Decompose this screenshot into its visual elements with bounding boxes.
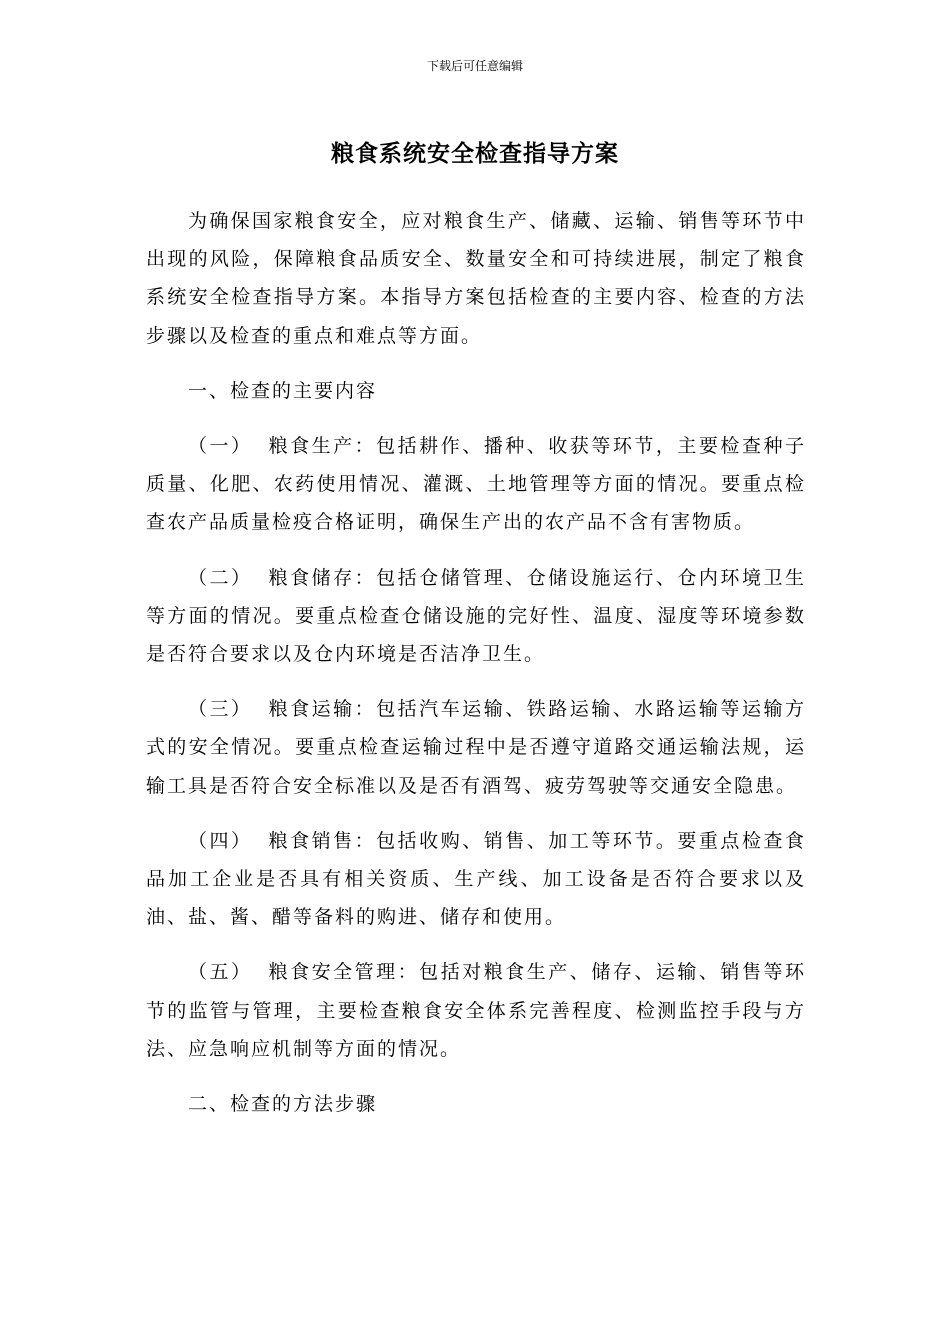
item-paragraph (146, 690, 806, 805)
item-paragraph (146, 427, 806, 542)
item-text: 粮食销售：包括收购、销售、加工等环节。要重点检查食品加工企业是否具有相关资质、生产线、加工设备是否符合要求以及油、盐、酱、醋等备料的购进、储存和使用。 (146, 829, 806, 929)
item-number: （四） (188, 829, 253, 852)
page-header-note: 下载后可任意编辑 (426, 59, 523, 73)
item-paragraph (146, 559, 806, 674)
section-heading-main-content: 一、检查的主要内容 (188, 379, 378, 402)
item-text: 粮食生产：包括耕作、播种、收获等环节，主要检查种子质量、化肥、农药使用情况、灌溉、土地管理等方面的情况。要重点检查农产品质量检疫合格证明，确保生产出的农产品不含有害物质。 (146, 435, 806, 534)
item-number: （五） (188, 961, 253, 984)
document-title: 粮食系统安全检查指导方案 (331, 141, 619, 167)
item-paragraph (146, 822, 806, 937)
item-number: （一） (188, 435, 253, 458)
document-body (146, 202, 806, 1140)
item-text: 粮食安全管理：包括对粮食生产、储存、运输、销售等环节的监管与管理，主要检查粮食安全体系完善程度、检测监控手段与方法、应急响应机制等方面的情况。 (146, 961, 806, 1060)
item-text: 粮食运输：包括汽车运输、铁路运输、水路运输等运输方式的安全情况。要重点检查运输过程中是否遵守道路交通运输法规，运输工具是否符合安全标准以及是否有酒驾、疲劳驾驶等交通安全隐患。 (146, 698, 806, 797)
item-number: （三） (188, 698, 253, 721)
section-heading-method-steps: 二、检查的方法步骤 (188, 1093, 378, 1116)
item-text: 粮食储存：包括仓储管理、仓储设施运行、仓内环境卫生等方面的情况。要重点检查仓储设施的完好性、温度、湿度等环境参数是否符合要求以及仓内环境是否洁净卫生。 (146, 566, 806, 666)
item-paragraph (146, 953, 806, 1068)
intro-paragraph: 为确保国家粮食安全，应对粮食生产、储藏、运输、销售等环节中出现的风险，保障粮食品质安全、数量安全和可持续进展，制定了粮食系统安全检查指导方案。本指导方案包括检查的主要内容、检查的方法步骤以及检查的重点和难点等方面。 (146, 210, 806, 347)
item-number: （二） (188, 566, 253, 589)
